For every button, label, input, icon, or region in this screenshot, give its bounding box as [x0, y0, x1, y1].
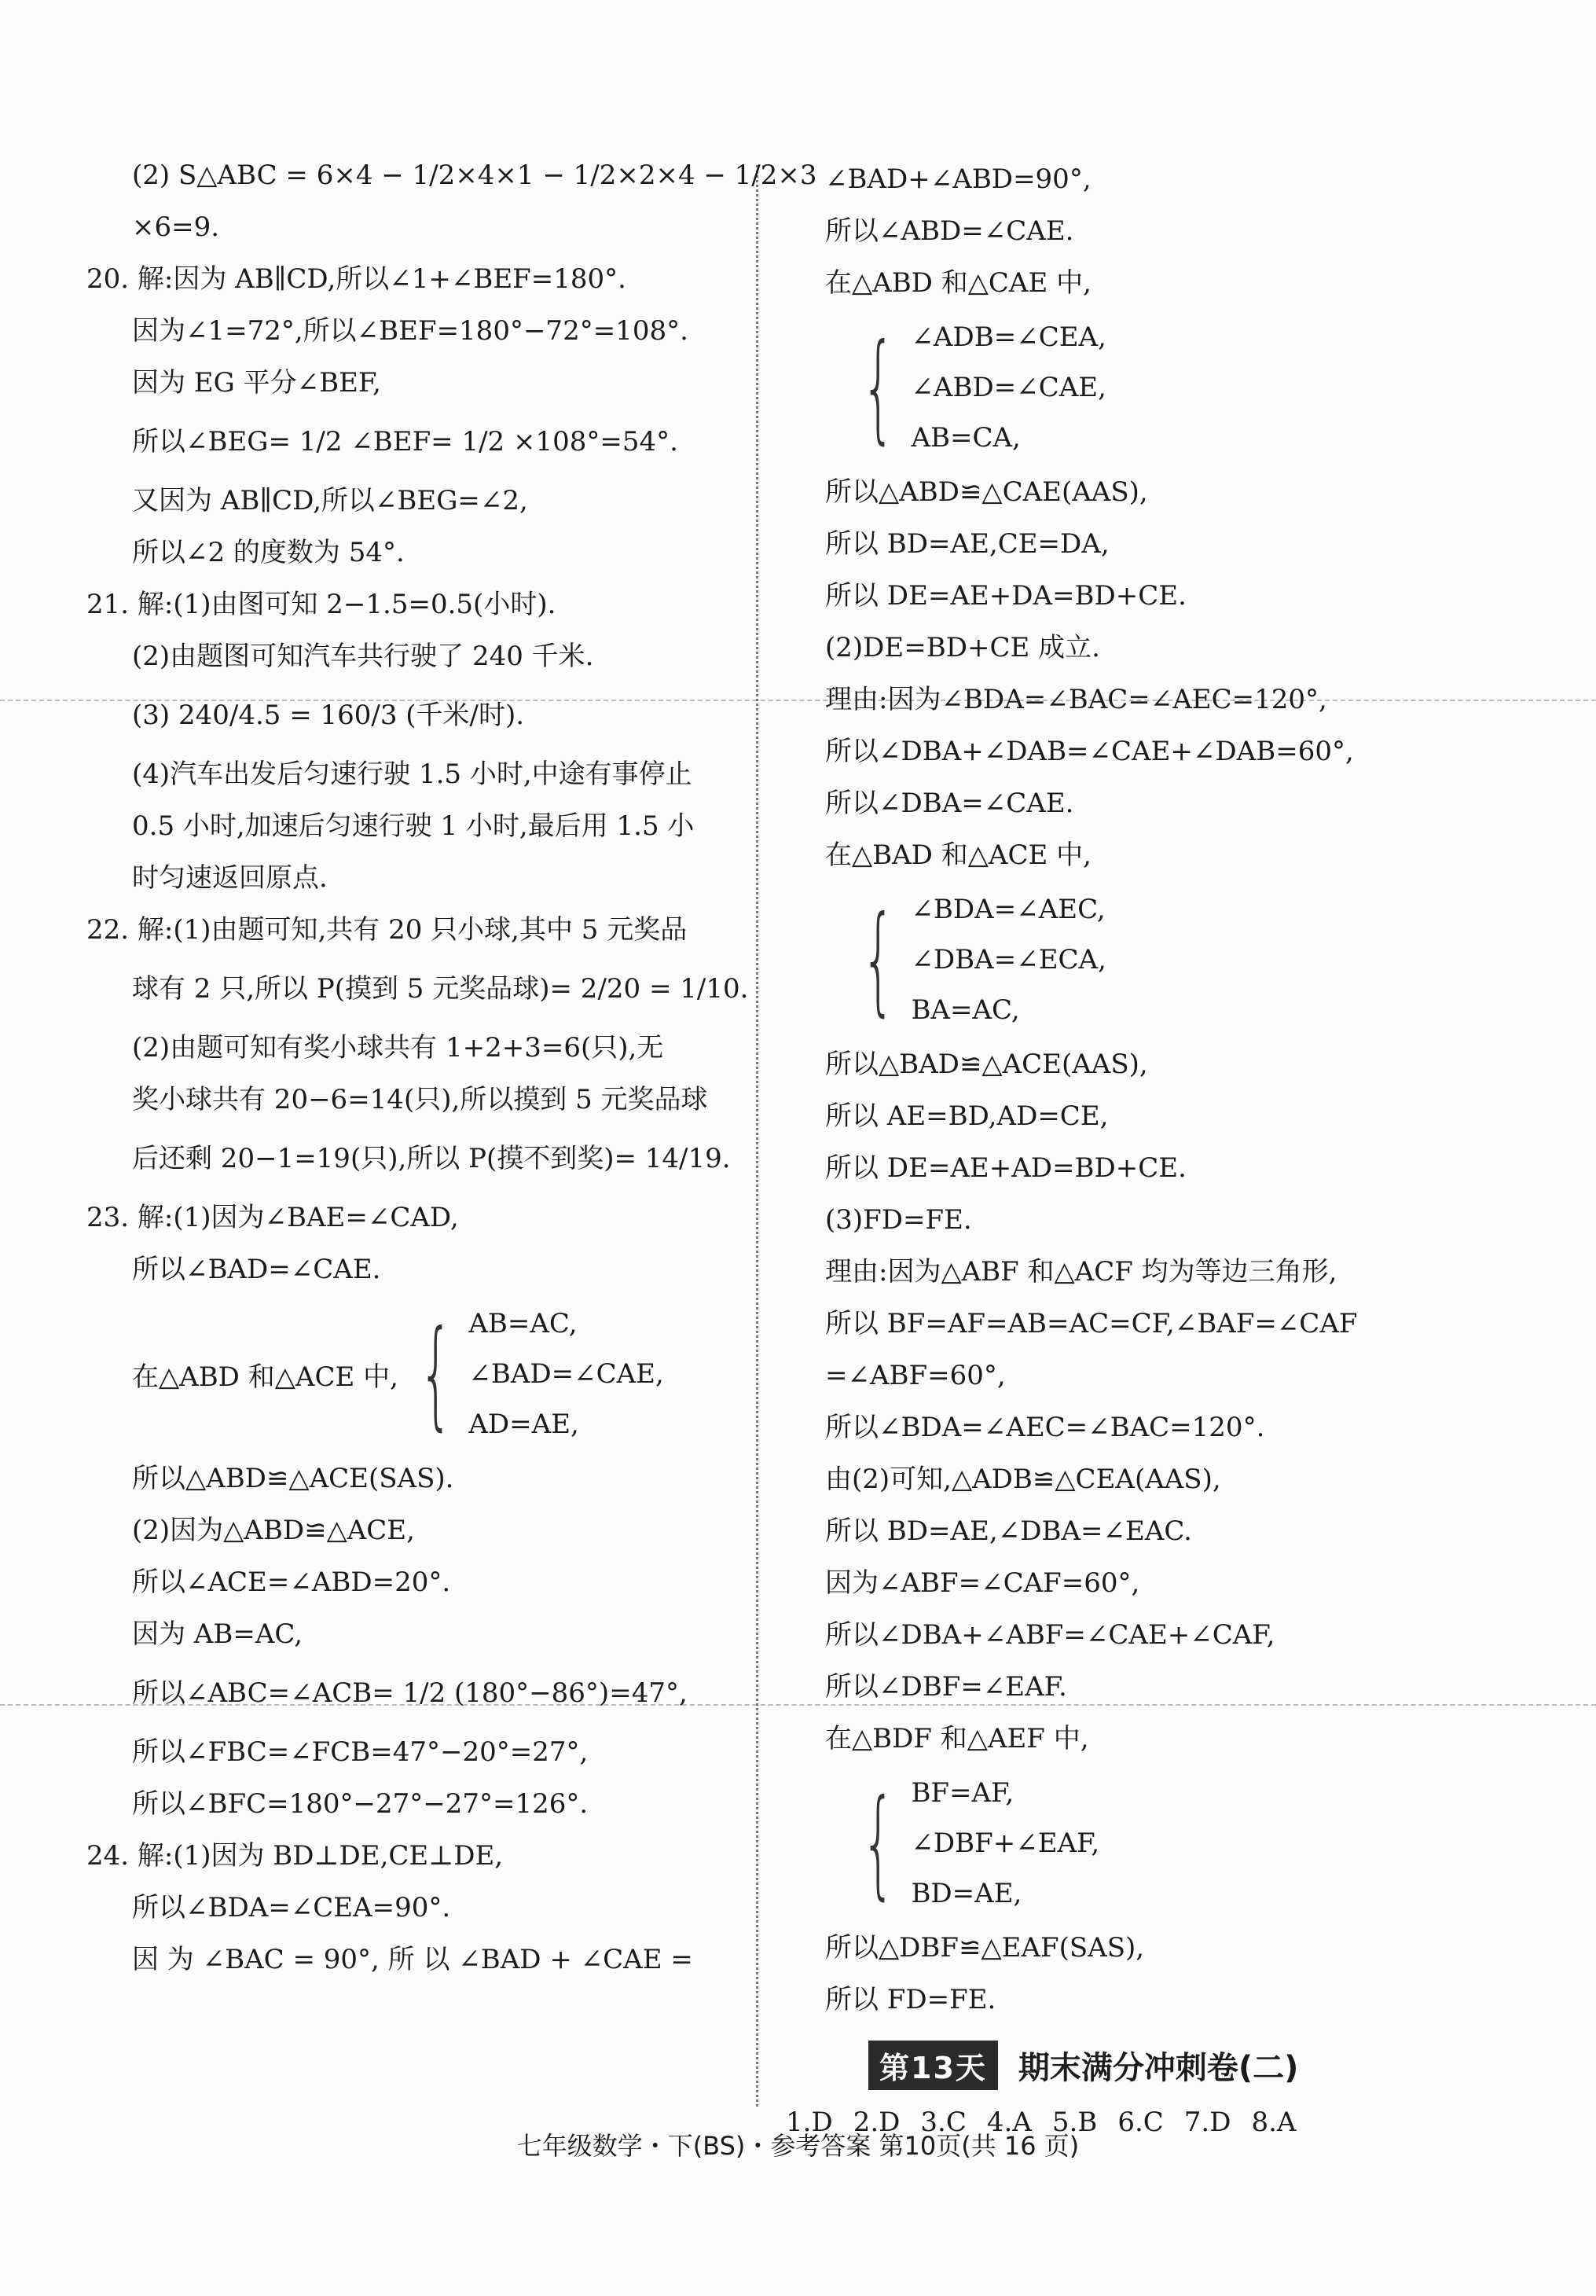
answer-line: 因为∠1=72°,所以∠BEF=180°−72°=108°.: [132, 315, 688, 347]
answer-line: 因为 EG 平分∠BEF,: [132, 367, 381, 399]
system-line: ∠DBF+∠EAF,: [911, 1828, 1100, 1859]
answer-line: 所以∠BDA=∠CEA=90°.: [132, 1892, 451, 1923]
answer-line: 由(2)可知,△ADB≌△CEA(AAS),: [825, 1464, 1221, 1495]
answer-line: 所以△BAD≌△ACE(AAS),: [825, 1049, 1148, 1080]
answer-line: 所以∠BEG= 1/2 ∠BEF= 1/2 ×108°=54°.: [132, 426, 678, 457]
answer-line: 在△ABD 和△CAE 中,: [825, 267, 1092, 299]
question-heading: 20. 解:因为 AB∥CD,所以∠1+∠BEF=180°.: [86, 263, 626, 295]
answer-line: 理由:因为∠BDA=∠BAC=∠AEC=120°,: [825, 684, 1327, 715]
answer-line: 球有 2 只,所以 P(摸到 5 元奖品球)= 2/20 = 1/10.: [132, 973, 749, 1005]
answer-line: (2)由题可知有奖小球共有 1+2+3=6(只),无: [132, 1032, 664, 1064]
answer-line: 所以∠BDA=∠AEC=∠BAC=120°.: [825, 1412, 1265, 1443]
brace-symbol: {: [861, 891, 896, 1028]
question-heading: 23. 解:(1)因为∠BAE=∠CAD,: [86, 1202, 459, 1233]
answer-line: 所以 BD=AE,∠DBA=∠EAC.: [825, 1515, 1192, 1547]
question-heading: 24. 解:(1)因为 BD⊥DE,CE⊥DE,: [86, 1840, 504, 1872]
answer-line: 因 为 ∠BAC = 90°, 所 以 ∠BAD + ∠CAE =: [132, 1944, 693, 1975]
brace-symbol: {: [861, 1775, 896, 1912]
answer-line: 所以 DE=AE+DA=BD+CE.: [825, 580, 1187, 612]
system-line: ∠ABD=∠CAE,: [911, 372, 1106, 403]
answer-line: 所以∠FBC=∠FCB=47°−20°=27°,: [132, 1736, 589, 1768]
choice-answer: 6.C: [1117, 2107, 1164, 2138]
answer-line: 理由:因为△ABF 和△ACF 均为等边三角形,: [825, 1256, 1337, 1288]
left-column: [86, 149, 817, 1986]
answer-line: 所以∠BAD=∠CAE.: [132, 1254, 381, 1285]
choice-answer: 3.C: [920, 2107, 967, 2138]
question-heading: 21. 解:(1)由图可知 2−1.5=0.5(小时).: [86, 589, 556, 620]
answer-line: (4)汽车出发后匀速行驶 1.5 小时,中途有事停止: [132, 759, 692, 790]
answer-line: 所以∠DBF=∠EAF.: [825, 1671, 1067, 1703]
choice-answer: 4.A: [986, 2107, 1032, 2138]
answer-line: 所以∠ABD=∠CAE.: [825, 215, 1074, 247]
answer-line: (3)FD=FE.: [825, 1204, 972, 1236]
equation-system: [825, 1768, 1532, 1919]
question-heading: 22. 解:(1)由题可知,共有 20 只小球,其中 5 元奖品: [86, 914, 688, 946]
equation-system: [825, 884, 1532, 1035]
answer-line: (2) S△ABC = 6×4 − 1/2×4×1 − 1/2×2×4 − 1/2×3: [132, 160, 817, 191]
answer-line: 所以∠BFC=180°−27°−27°=126°.: [132, 1788, 589, 1820]
answer-line: 所以∠DBA+∠ABF=∠CAE+∠CAF,: [825, 1619, 1275, 1651]
answer-line: 后还剩 20−1=19(只),所以 P(摸不到奖)= 14/19.: [132, 1143, 731, 1174]
choice-answer: 7.D: [1183, 2107, 1231, 2138]
answer-line: 所以∠ACE=∠ABD=20°.: [132, 1567, 451, 1598]
brace-symbol: {: [861, 319, 896, 456]
day-badge: 第13天: [868, 2041, 998, 2090]
answer-line: 所以∠DBA+∠DAB=∠CAE+∠DAB=60°,: [825, 736, 1354, 767]
answer-line: (2)因为△ABD≌△ACE,: [132, 1515, 415, 1546]
answer-line: 在△BDF 和△AEF 中,: [825, 1723, 1089, 1754]
system-prefix: 在△ABD 和△ACE 中,: [132, 1361, 398, 1393]
section-heading: [825, 2033, 1532, 2096]
system-line: BA=AC,: [911, 994, 1020, 1026]
answer-line: 所以 AE=BD,AD=CE,: [825, 1100, 1109, 1132]
section-title: 期末满分冲刺卷(二): [1018, 2049, 1299, 2086]
answer-line: 所以△ABD≌△CAE(AAS),: [825, 476, 1148, 508]
answer-line: (2)DE=BD+CE 成立.: [825, 632, 1100, 663]
system-line: ∠DBA=∠ECA,: [911, 944, 1106, 975]
answer-line: (3) 240/4.5 = 160/3 (千米/时).: [132, 700, 525, 731]
system-line: AD=AE,: [468, 1409, 579, 1440]
answer-line: =∠ABF=60°,: [825, 1360, 1006, 1391]
column-divider: [756, 165, 758, 2107]
answer-line: 所以△DBF≌△EAF(SAS),: [825, 1932, 1145, 1964]
answer-line: 所以 DE=AE+AD=BD+CE.: [825, 1152, 1187, 1184]
answer-line: 在△BAD 和△ACE 中,: [825, 839, 1092, 871]
answer-line: 因为∠ABF=∠CAF=60°,: [825, 1567, 1140, 1599]
choice-answer: 1.D: [786, 2107, 833, 2138]
answer-line: 因为 AB=AC,: [132, 1618, 303, 1650]
answer-line: 又因为 AB∥CD,所以∠BEG=∠2,: [132, 485, 528, 516]
answer-line: 所以 BD=AE,CE=DA,: [825, 528, 1110, 560]
right-column: [786, 153, 1532, 2148]
system-line: ∠BAD=∠CAE,: [468, 1358, 664, 1390]
answer-line: 所以 FD=FE.: [825, 1984, 996, 2015]
choice-answer: 5.B: [1051, 2107, 1098, 2138]
answer-line: 所以∠DBA=∠CAE.: [825, 788, 1074, 819]
page-footer: 七年级数学・下(BS)・参考答案 第10页(共 16 页): [516, 2131, 1080, 2161]
answer-line: 所以∠2 的度数为 54°.: [132, 537, 405, 568]
answer-line: 所以△ABD≌△ACE(SAS).: [132, 1463, 454, 1494]
equation-system: [86, 1299, 747, 1449]
answer-line: 0.5 小时,加速后匀速行驶 1 小时,最后用 1.5 小: [132, 810, 695, 842]
choice-answer: 8.A: [1251, 2107, 1297, 2138]
brace-symbol: {: [419, 1306, 453, 1442]
answer-line: 时匀速返回原点.: [132, 862, 328, 894]
answer-line: ×6=9.: [132, 211, 220, 243]
system-line: BD=AE,: [911, 1878, 1022, 1909]
choice-answer: 2.D: [853, 2107, 901, 2138]
answer-line: ∠BAD+∠ABD=90°,: [825, 163, 1092, 195]
answer-line: 所以∠ABC=∠ACB= 1/2 (180°−86°)=47°,: [132, 1677, 688, 1709]
answer-line: 奖小球共有 20−6=14(只),所以摸到 5 元奖品球: [132, 1084, 708, 1115]
answer-line: 所以 BF=AF=AB=AC=CF,∠BAF=∠CAF: [825, 1308, 1358, 1339]
answer-line: (2)由题图可知汽车共行驶了 240 千米.: [132, 641, 594, 672]
system-line: AB=AC,: [468, 1308, 578, 1339]
system-line: ∠BDA=∠AEC,: [911, 894, 1106, 925]
system-line: ∠ADB=∠CEA,: [911, 321, 1106, 353]
system-line: AB=CA,: [911, 422, 1021, 454]
equation-system: [825, 312, 1532, 463]
system-line: BF=AF,: [911, 1777, 1014, 1809]
